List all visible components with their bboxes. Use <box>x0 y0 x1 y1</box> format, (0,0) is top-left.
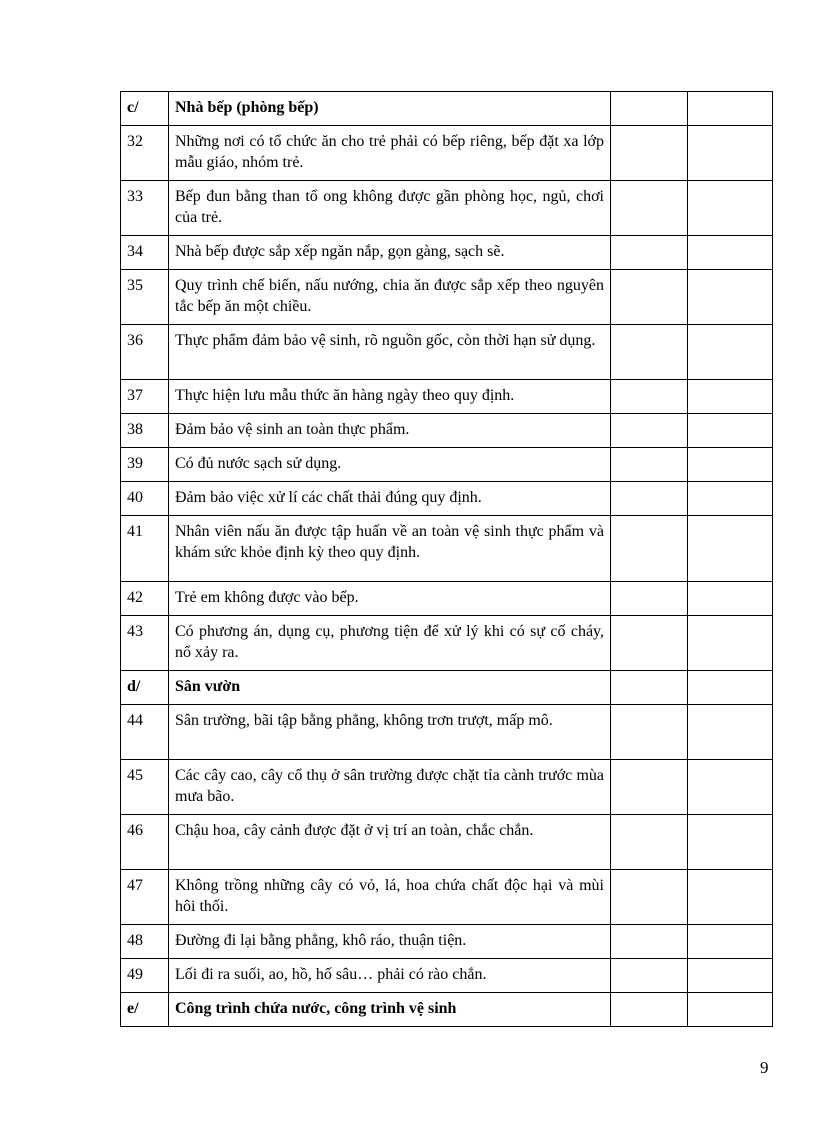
check-cell-1 <box>611 671 688 705</box>
check-cell-2 <box>688 616 773 671</box>
check-cell-2 <box>688 959 773 993</box>
table-row <box>121 448 773 482</box>
section-row-e <box>121 993 773 1027</box>
item-text: Thực phẩm đảm bảo vệ sinh, rõ nguồn gốc, còn thời hạn sử dụng. <box>169 325 611 380</box>
item-text: Đảm bảo việc xử lí các chất thải đúng quy định. <box>169 482 611 516</box>
check-cell-1 <box>611 993 688 1027</box>
safety-checklist-table <box>120 91 773 1027</box>
check-cell-1 <box>611 126 688 181</box>
check-cell-1 <box>611 236 688 270</box>
item-number: 33 <box>121 181 169 236</box>
check-cell-1 <box>611 516 688 582</box>
table-row <box>121 959 773 993</box>
check-cell-2 <box>688 325 773 380</box>
section-number: c/ <box>121 92 169 126</box>
table-row <box>121 616 773 671</box>
table-row <box>121 236 773 270</box>
check-cell-2 <box>688 181 773 236</box>
checklist-body <box>121 92 773 1027</box>
check-cell-2 <box>688 380 773 414</box>
check-cell-2 <box>688 760 773 815</box>
item-number: 47 <box>121 870 169 925</box>
item-number: 48 <box>121 925 169 959</box>
item-number: 37 <box>121 380 169 414</box>
item-text: Trẻ em không được vào bếp. <box>169 582 611 616</box>
section-row-c <box>121 92 773 126</box>
check-cell-2 <box>688 126 773 181</box>
table-row <box>121 181 773 236</box>
table-row <box>121 925 773 959</box>
item-number: 35 <box>121 270 169 325</box>
table-row <box>121 325 773 380</box>
check-cell-2 <box>688 925 773 959</box>
table-row <box>121 516 773 582</box>
check-cell-1 <box>611 870 688 925</box>
table-row <box>121 815 773 870</box>
check-cell-1 <box>611 448 688 482</box>
item-text: Lối đi ra suối, ao, hồ, hố sâu… phải có rào chắn. <box>169 959 611 993</box>
item-number: 32 <box>121 126 169 181</box>
item-text: Thực hiện lưu mẫu thức ăn hàng ngày theo quy định. <box>169 380 611 414</box>
item-number: 49 <box>121 959 169 993</box>
check-cell-1 <box>611 959 688 993</box>
check-cell-1 <box>611 414 688 448</box>
item-number: 46 <box>121 815 169 870</box>
check-cell-2 <box>688 414 773 448</box>
item-number: 43 <box>121 616 169 671</box>
item-text: Các cây cao, cây cổ thụ ở sân trường được chặt tỉa cành trước mùa mưa bão. <box>169 760 611 815</box>
item-text: Những nơi có tổ chức ăn cho trẻ phải có bếp riêng, bếp đặt xa lớp mẫu giáo, nhóm trẻ. <box>169 126 611 181</box>
item-number: 40 <box>121 482 169 516</box>
check-cell-2 <box>688 270 773 325</box>
check-cell-2 <box>688 671 773 705</box>
section-number: d/ <box>121 671 169 705</box>
item-number: 39 <box>121 448 169 482</box>
check-cell-2 <box>688 870 773 925</box>
section-number: e/ <box>121 993 169 1027</box>
item-text: Có phương án, dụng cụ, phương tiện để xử lý khi có sự cố cháy, nổ xảy ra. <box>169 616 611 671</box>
table-row <box>121 705 773 760</box>
check-cell-1 <box>611 325 688 380</box>
check-cell-2 <box>688 92 773 126</box>
check-cell-2 <box>688 448 773 482</box>
check-cell-1 <box>611 760 688 815</box>
item-text: Sân trường, bãi tập bằng phẳng, không trơn trượt, mấp mô. <box>169 705 611 760</box>
check-cell-1 <box>611 616 688 671</box>
item-text: Đảm bảo vệ sinh an toàn thực phẩm. <box>169 414 611 448</box>
table-row <box>121 270 773 325</box>
item-text: Nhân viên nấu ăn được tập huấn về an toàn vệ sinh thực phẩm và khám sức khỏe định kỳ theo quy định. <box>169 516 611 582</box>
check-cell-1 <box>611 380 688 414</box>
table-row <box>121 482 773 516</box>
table-row <box>121 870 773 925</box>
check-cell-1 <box>611 815 688 870</box>
check-cell-1 <box>611 925 688 959</box>
section-title: Sân vườn <box>169 671 611 705</box>
check-cell-2 <box>688 815 773 870</box>
item-text: Đường đi lại bằng phẳng, khô ráo, thuận tiện. <box>169 925 611 959</box>
item-text: Chậu hoa, cây cảnh được đặt ở vị trí an toàn, chắc chắn. <box>169 815 611 870</box>
item-number: 34 <box>121 236 169 270</box>
table-row <box>121 126 773 181</box>
page-number: 9 <box>760 1058 769 1077</box>
item-text: Quy trình chế biến, nấu nướng, chia ăn được sắp xếp theo nguyên tắc bếp ăn một chiều. <box>169 270 611 325</box>
table-row <box>121 414 773 448</box>
check-cell-2 <box>688 993 773 1027</box>
check-cell-2 <box>688 482 773 516</box>
item-number: 38 <box>121 414 169 448</box>
item-number: 36 <box>121 325 169 380</box>
table-row <box>121 760 773 815</box>
item-number: 42 <box>121 582 169 616</box>
table-row <box>121 582 773 616</box>
check-cell-1 <box>611 705 688 760</box>
section-row-d <box>121 671 773 705</box>
check-cell-1 <box>611 92 688 126</box>
item-text: Không trồng những cây có vỏ, lá, hoa chứa chất độc hại và mùi hôi thối. <box>169 870 611 925</box>
check-cell-1 <box>611 270 688 325</box>
check-cell-1 <box>611 482 688 516</box>
check-cell-2 <box>688 236 773 270</box>
table-row <box>121 380 773 414</box>
check-cell-2 <box>688 516 773 582</box>
section-title: Nhà bếp (phòng bếp) <box>169 92 611 126</box>
check-cell-2 <box>688 705 773 760</box>
item-text: Bếp đun bằng than tổ ong không được gần phòng học, ngủ, chơi của trẻ. <box>169 181 611 236</box>
section-title: Công trình chứa nước, công trình vệ sinh <box>169 993 611 1027</box>
check-cell-1 <box>611 582 688 616</box>
item-number: 41 <box>121 516 169 582</box>
item-number: 45 <box>121 760 169 815</box>
check-cell-1 <box>611 181 688 236</box>
item-number: 44 <box>121 705 169 760</box>
check-cell-2 <box>688 582 773 616</box>
item-text: Có đủ nước sạch sử dụng. <box>169 448 611 482</box>
item-text: Nhà bếp được sắp xếp ngăn nắp, gọn gàng, sạch sẽ. <box>169 236 611 270</box>
